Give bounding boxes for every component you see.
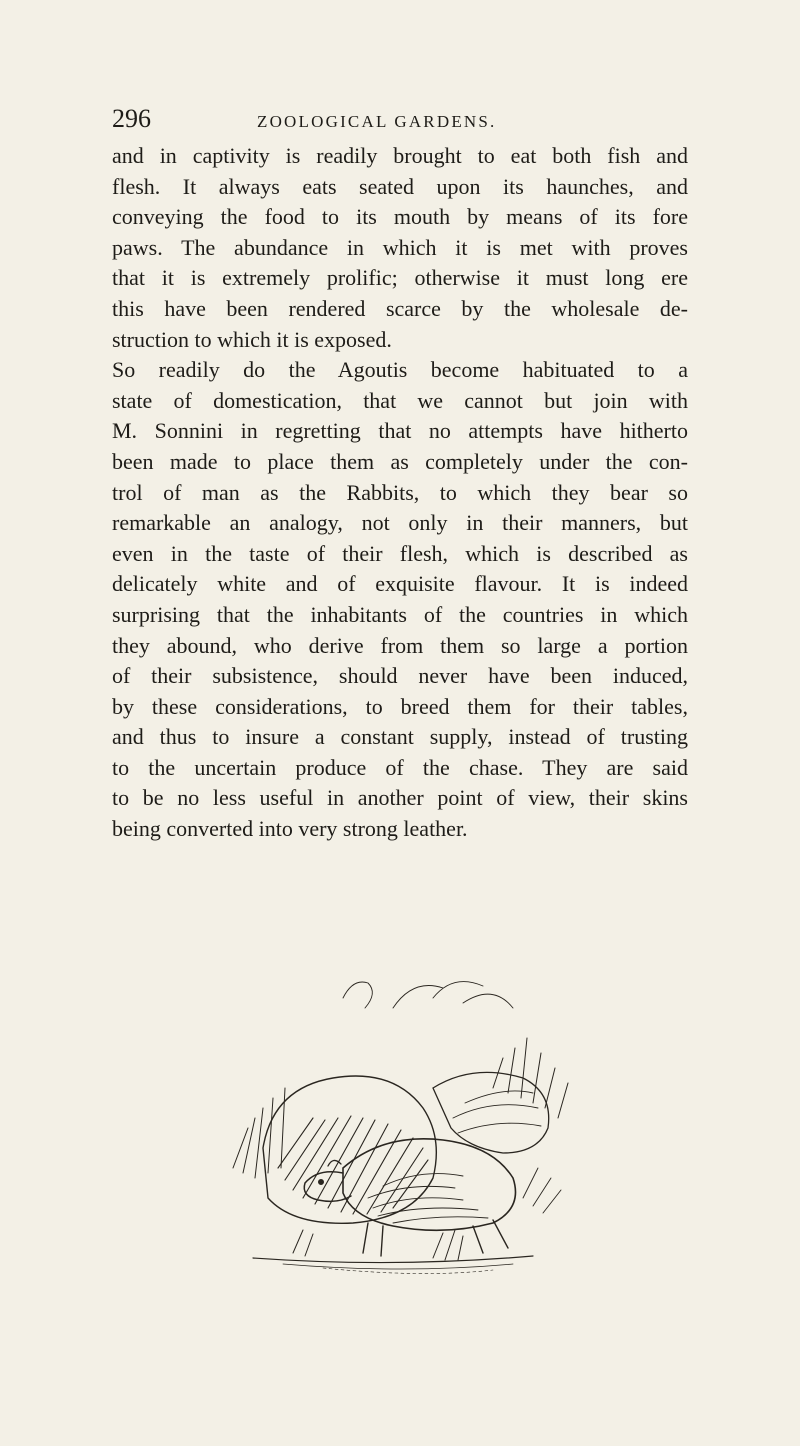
- running-head: ZOOLOGICAL GARDENS.: [257, 112, 497, 131]
- text-line: been made to place them as completely under the con-: [112, 448, 688, 474]
- text-line: flesh. It always eats seated upon its haunches, and: [112, 173, 688, 199]
- paragraph-1: [112, 141, 688, 355]
- text-line: paws. The abundance in which it is met with proves: [112, 234, 688, 260]
- text-line: So readily do the Agoutis become habituated to a: [112, 357, 688, 383]
- engraving-vignette-icon: [193, 968, 613, 1288]
- text-line: this have been rendered scarce by the wholesale de-: [112, 295, 688, 321]
- text-line: of their subsistence, should never have been induced,: [112, 663, 688, 689]
- text-line: conveying the food to its mouth by means of its fore: [112, 204, 688, 230]
- text-line: state of domestication, that we cannot but join with: [112, 387, 688, 413]
- text-line: even in the taste of their flesh, which is described as: [112, 540, 688, 566]
- text-line: delicately white and of exquisite flavour. It is indeed: [112, 571, 688, 597]
- page-number: 296: [112, 104, 151, 133]
- text-line: and thus to insure a constant supply, instead of trusting: [112, 724, 688, 750]
- text-line: being converted into very strong leather.: [112, 816, 468, 842]
- vignette-svg: [193, 968, 613, 1288]
- text-line: M. Sonnini in regretting that no attempts have hitherto: [112, 418, 688, 444]
- text-line: struction to which it is exposed.: [112, 326, 392, 352]
- paragraph-2: [112, 355, 688, 845]
- text-line: and in captivity is readily brought to eat both fish and: [112, 143, 688, 168]
- text-line: remarkable an analogy, not only in their manners, but: [112, 510, 688, 536]
- text-line: surprising that the inhabitants of the countries in which: [112, 601, 688, 627]
- body-text: [112, 141, 688, 845]
- text-line: that it is extremely prolific; otherwise it must long ere: [112, 265, 688, 291]
- text-line: by these considerations, to breed them for their tables,: [112, 693, 688, 719]
- text-line: they abound, who derive from them so large a portion: [112, 632, 688, 658]
- text-line: to be no less useful in another point of view, their skins: [112, 785, 688, 811]
- page-header: [112, 104, 687, 140]
- text-line: trol of man as the Rabbits, to which they bear so: [112, 479, 688, 505]
- text-line: to the uncertain produce of the chase. They are said: [112, 754, 688, 780]
